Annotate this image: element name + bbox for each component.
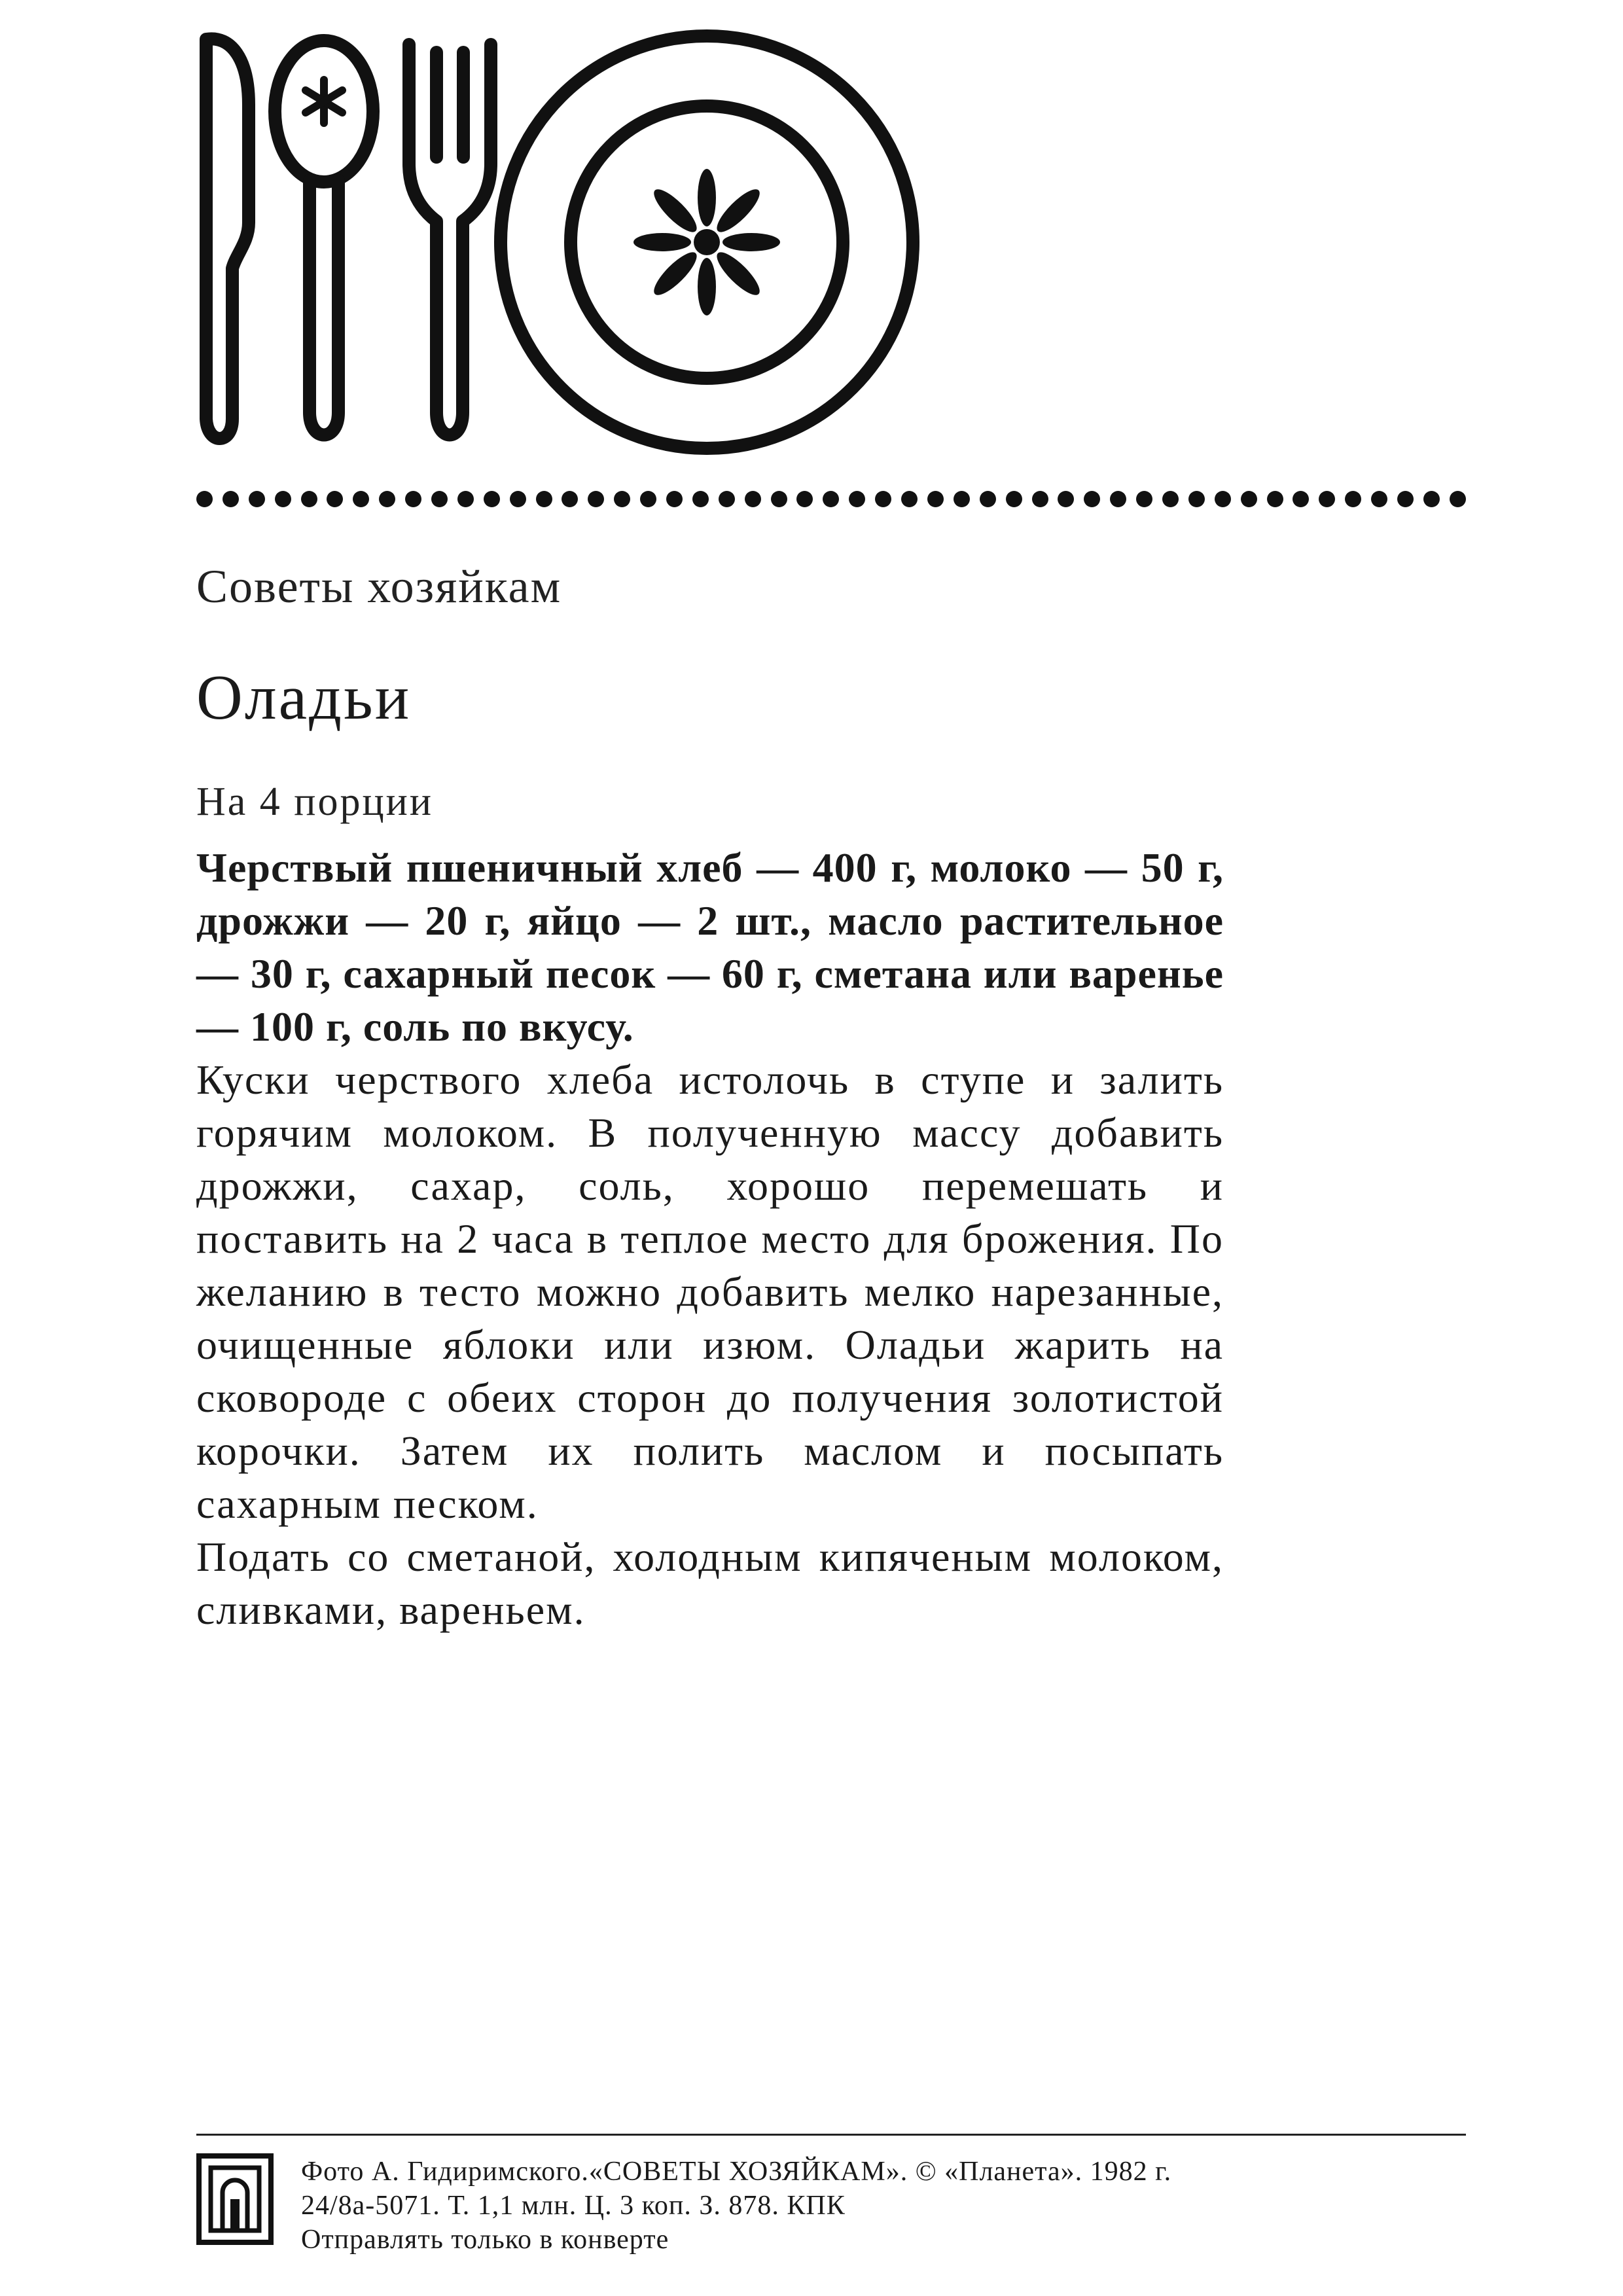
separator-dot — [719, 491, 735, 507]
separator-dot — [431, 491, 448, 507]
separator-dot — [666, 491, 683, 507]
recipe-title: Оладьи — [196, 662, 412, 733]
separator-dot — [1267, 491, 1283, 507]
separator-dot — [1397, 491, 1414, 507]
separator-dot — [823, 491, 839, 507]
separator-dot — [1058, 491, 1074, 507]
servings-note: На 4 порции — [196, 780, 434, 824]
separator-dot — [1345, 491, 1361, 507]
separator-dot — [901, 491, 918, 507]
separator-dot — [457, 491, 474, 507]
separator-dot — [1319, 491, 1335, 507]
serving-suggestion: Подать со сметаной, холодным кипяченым молоком, сливками, вареньем. — [196, 1534, 1224, 1633]
separator-dot — [301, 491, 317, 507]
series-title: Советы хозяйкам — [196, 560, 562, 613]
separator-dot — [484, 491, 500, 507]
separator-dot — [536, 491, 552, 507]
separator-dot — [1241, 491, 1257, 507]
separator-dot — [275, 491, 291, 507]
imprint-line-2: 24/8а-5071. Т. 1,1 млн. Ц. 3 коп. З. 878. КПК — [301, 2191, 846, 2221]
cutlery-and-plate-icon — [193, 26, 919, 458]
separator-dot — [1162, 491, 1179, 507]
separator-dot — [379, 491, 395, 507]
separator-dot — [249, 491, 265, 507]
imprint-line-3: Отправлять только в конверте — [301, 2225, 669, 2255]
separator-dot — [1450, 491, 1466, 507]
separator-dot — [745, 491, 761, 507]
separator-dot — [927, 491, 944, 507]
imprint-line-1: Фото А. Гидиримского.«СОВЕТЫ ХОЗЯЙКАМ». © «Планета». 1982 г. — [301, 2157, 1172, 2187]
separator-dot — [771, 491, 787, 507]
imprint — [301, 2155, 1466, 2257]
separator-dot — [614, 491, 630, 507]
separator-dot — [1293, 491, 1309, 507]
cooking-method: Куски черствого хлеба истолочь в ступе и залить горячим молоком. В полученную массу добавить дрожжи, сахар, соль, хорошо перемешать и поставить на 2 часа в теплое место для брожения. По желанию в тесто можно добавить мелко нарезанные, очищенные яблоки или изюм. Оладьи жарить на сковороде с обеих сторон до получения золотистой корочки. Затем их полить маслом и посыпать сахарным песком. — [196, 1056, 1224, 1527]
separator-dot — [1371, 491, 1387, 507]
separator-dot — [1032, 491, 1048, 507]
separator-dot — [196, 491, 213, 507]
separator-dot — [1084, 491, 1100, 507]
separator-dot — [1136, 491, 1152, 507]
separator-dot — [1006, 491, 1022, 507]
recipe-body — [196, 841, 1224, 1636]
planeta-publisher-logo-icon — [196, 2153, 274, 2245]
separator-dot — [849, 491, 865, 507]
separator-dot — [980, 491, 996, 507]
separator-dot — [562, 491, 578, 507]
separator-dot — [327, 491, 343, 507]
separator-dot — [1188, 491, 1205, 507]
separator-dot — [954, 491, 970, 507]
separator-dot — [588, 491, 604, 507]
separator-dot — [875, 491, 891, 507]
separator-dot — [796, 491, 813, 507]
separator-dot — [510, 491, 526, 507]
separator-dot — [353, 491, 369, 507]
separator-dot — [1423, 491, 1440, 507]
footer-divider — [196, 2134, 1466, 2136]
separator-dot — [1110, 491, 1126, 507]
dotted-separator — [196, 486, 1466, 512]
separator-dot — [1215, 491, 1231, 507]
separator-dot — [692, 491, 709, 507]
separator-dot — [640, 491, 656, 507]
separator-dot — [223, 491, 239, 507]
ingredients-list: Черствый пшеничный хлеб — 400 г, молоко — 50 г, дрожжи — 20 г, яйцо — 2 шт., масло растительное — 30 г, сахарный песок — 60 г, сметана или варенье — 100 г, соль по вкусу. — [196, 844, 1224, 1050]
separator-dot — [405, 491, 421, 507]
